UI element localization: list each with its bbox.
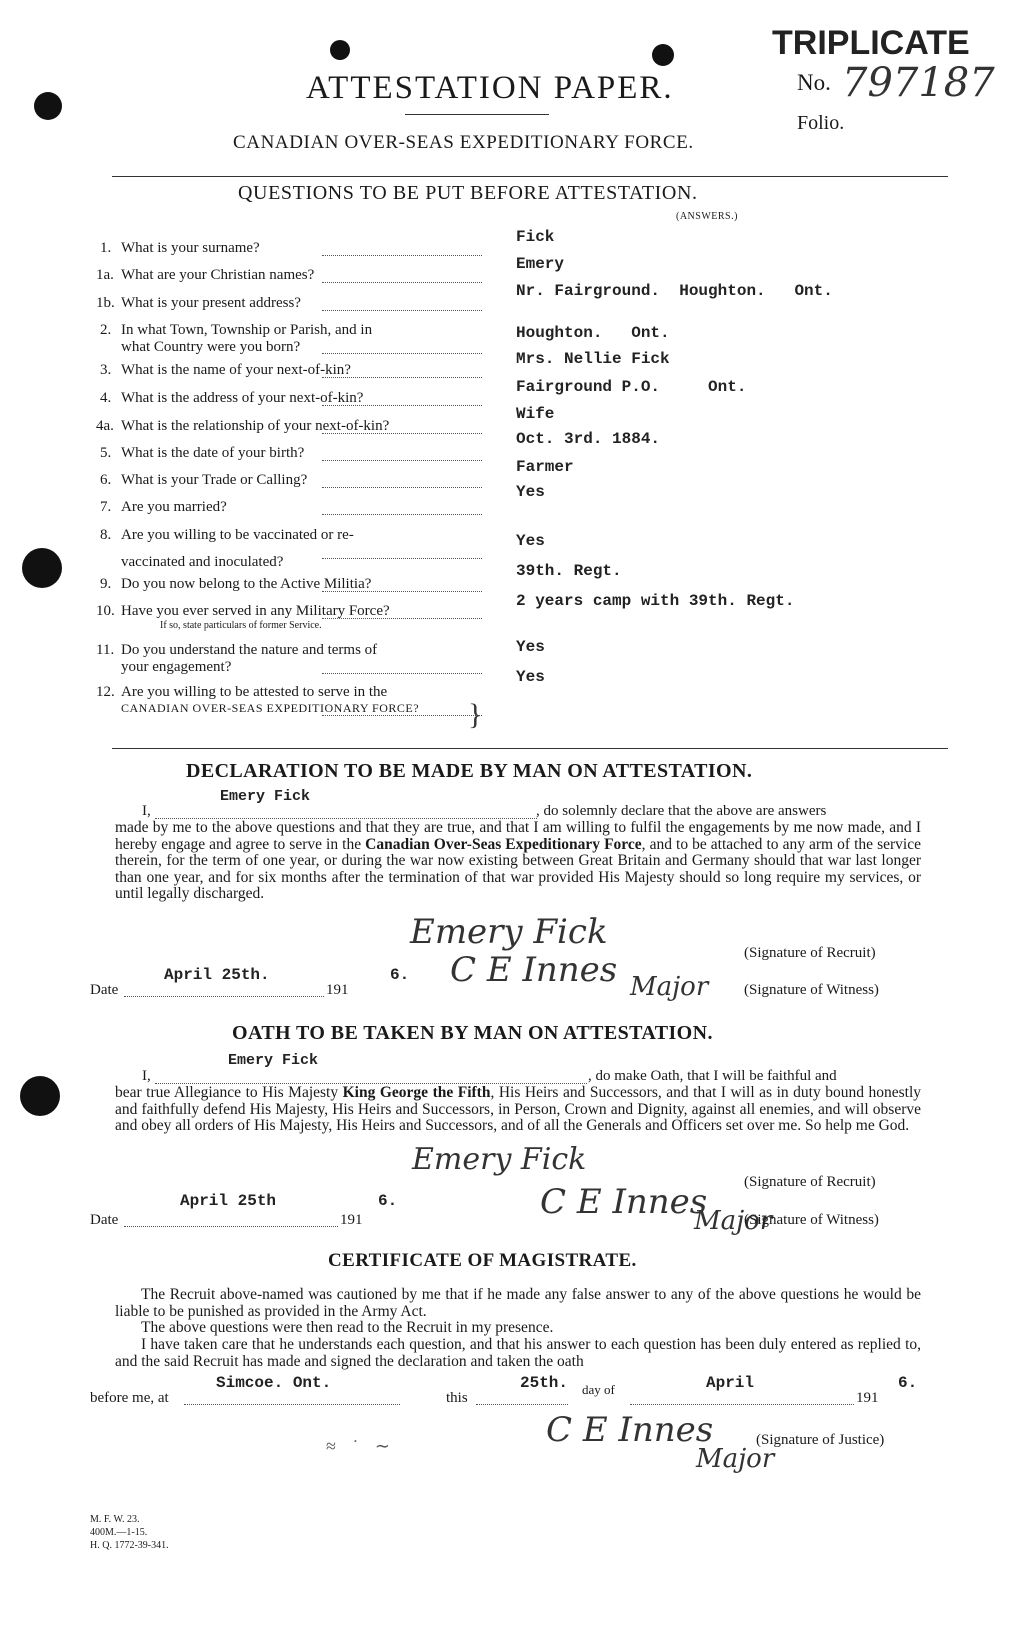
question-text-continued: vaccinated and inoculated? — [121, 554, 284, 570]
certificate-month-value: April — [706, 1374, 755, 1392]
question-answer: Fairground P.O. Ont. — [516, 378, 747, 396]
question-number: 9. — [100, 576, 112, 592]
certificate-paragraph-2 — [115, 1320, 921, 1337]
certificate-justice-rank: Major — [696, 1444, 775, 1474]
question-dotted-leader — [322, 255, 482, 256]
question-text: Are you willing to be attested to serve in the — [121, 684, 388, 700]
question-answer: Farmer — [516, 458, 574, 476]
question-answer: Yes — [516, 668, 545, 686]
oath-witness-rank: Major — [694, 1206, 773, 1236]
oath-i-label: I, — [142, 1068, 151, 1084]
oath-title: OATH TO BE TAKEN BY MAN ON ATTESTATION. — [232, 1022, 713, 1044]
question-number: 3. — [100, 362, 112, 378]
oath-year-suffix: 6. — [378, 1192, 398, 1210]
question-answer: Wife — [516, 405, 555, 423]
certificate-p1-text: The Recruit above-named was cautioned by me that if he made any false answer to any of the above questions he would be liable to be punished as provided in the Army Act. — [115, 1286, 921, 1320]
question-dotted-leader — [322, 460, 482, 461]
question-dotted-leader — [322, 673, 482, 674]
serial-number-value: 797187 — [842, 60, 995, 106]
question-answer: Houghton. Ont. — [516, 324, 670, 342]
question-number: 2. — [100, 322, 112, 338]
question-number: 1. — [100, 240, 112, 256]
certificate-day-value: 25th. — [520, 1374, 569, 1392]
question-number: 1a. — [96, 267, 114, 283]
question-dotted-leader — [322, 433, 482, 434]
question-text-continued: CANADIAN OVER-SEAS EXPEDITIONARY FORCE? — [121, 701, 420, 715]
declaration-date-value: April 25th. — [164, 966, 270, 984]
declaration-sig-recruit-label: (Signature of Recruit) — [744, 945, 876, 961]
question-dotted-leader — [322, 591, 482, 592]
question-answer: Nr. Fairground. Houghton. Ont. — [516, 282, 833, 300]
question-text: Are you married? — [121, 499, 227, 515]
question-dotted-leader — [322, 514, 482, 515]
oath-body-c: , His Heirs and Successors, and that I will as in duty bound honestly and faithfully defend His Majesty, His Heirs and Successors, in Person, Crown and Dignity, against all enemies, and will observe and obey all orders of His Majesty, His Heirs and Successors, and of all the Generals and Officers set over me. So help me God. — [115, 1084, 922, 1134]
question-dotted-leader — [322, 377, 482, 378]
declaration-body — [115, 820, 921, 903]
document-subtitle: CANADIAN OVER-SEAS EXPEDITIONARY FORCE. — [233, 132, 694, 153]
question-answer: Yes — [516, 483, 545, 501]
answers-label: (ANSWERS.) — [676, 211, 738, 222]
declaration-year-suffix: 6. — [390, 966, 410, 984]
question-number: 4a. — [96, 418, 114, 434]
punch-hole-middle-left — [22, 548, 62, 588]
question-text: Do you now belong to the Active Militia? — [121, 576, 372, 592]
certificate-paragraph-3 — [115, 1337, 921, 1370]
declaration-line1-end: , do solemnly declare that the above are answers — [536, 803, 827, 819]
question-answer: Yes — [516, 532, 545, 550]
oath-witness-signature: C E Innes — [540, 1182, 708, 1222]
question-text: What is the name of your next-of-kin? — [121, 362, 351, 378]
question-answer: Mrs. Nellie Fick — [516, 350, 670, 368]
declaration-recruit-signature: Emery Fick — [410, 912, 608, 952]
question-dotted-leader — [322, 353, 482, 354]
footer-print-run: 400M.—1-15. — [90, 1527, 148, 1538]
certificate-title: CERTIFICATE OF MAGISTRATE. — [328, 1250, 637, 1271]
question-text: What is your present address? — [121, 295, 301, 311]
question-text: What is the relationship of your next-of-kin? — [121, 418, 390, 434]
certificate-sig-justice-label: (Signature of Justice) — [756, 1432, 885, 1448]
question-answer: Emery — [516, 255, 565, 273]
declaration-i-label: I, — [142, 803, 151, 819]
question-text-continued: your engagement? — [121, 659, 232, 675]
question-text-continued: If so, state particulars of former Service. — [160, 620, 322, 631]
question-number: 12. — [96, 684, 115, 700]
serial-number-label: No. — [797, 70, 831, 95]
questions-title: QUESTIONS TO BE PUT BEFORE ATTESTATION. — [238, 182, 698, 204]
certificate-paragraph-1 — [115, 1287, 921, 1320]
triplicate-stamp: TRIPLICATE — [772, 24, 970, 62]
certificate-day-line — [476, 1404, 568, 1405]
question-answer: 39th. Regt. — [516, 562, 622, 580]
declaration-title: DECLARATION TO BE MADE BY MAN ON ATTESTATION. — [186, 760, 753, 782]
question-text: What is your surname? — [121, 240, 260, 256]
certificate-before-label: before me, at — [90, 1390, 169, 1406]
footer-hq-number: H. Q. 1772-39-341. — [90, 1540, 169, 1551]
declaration-date-line — [124, 996, 324, 997]
question-text: In what Town, Township or Parish, and in — [121, 322, 373, 338]
question-text: Are you willing to be vaccinated or re- — [121, 527, 354, 543]
declaration-body-a: made by me to the above questions and that they are true, and that I am willing to fulfil the engagements by me now made, and I hereby engage and agree to serve in the — [115, 819, 921, 853]
question-number: 11. — [96, 642, 115, 658]
oath-body-king: King George the Fifth — [342, 1084, 491, 1101]
folio-label: Folio. — [797, 112, 845, 134]
footer-form-number: M. F. W. 23. — [90, 1514, 140, 1525]
oath-sig-witness-label: (Signature of Witness) — [744, 1212, 879, 1228]
certificate-place-value: Simcoe. Ont. — [216, 1374, 332, 1392]
declaration-sig-witness-label: (Signature of Witness) — [744, 982, 879, 998]
declaration-date-label: Date — [90, 982, 119, 998]
question-number: 10. — [96, 603, 115, 619]
punch-hole-top-left — [34, 92, 62, 120]
section-rule-questions-end — [112, 748, 948, 749]
oath-recruit-signature: Emery Fick — [412, 1142, 587, 1177]
certificate-month-line — [630, 1404, 854, 1405]
oath-body-a: bear true Allegiance to His Majesty — [115, 1084, 343, 1101]
punch-hole-top-right — [652, 44, 674, 66]
question-text: What is your Trade or Calling? — [121, 472, 308, 488]
punch-hole-lower-left — [20, 1076, 60, 1116]
oath-date-value: April 25th — [180, 1192, 277, 1210]
question-dotted-leader — [322, 558, 482, 559]
question-text: What are your Christian names? — [121, 267, 315, 283]
declaration-year-prefix: 191 — [326, 982, 349, 998]
declaration-witness-rank: Major — [630, 972, 709, 1002]
question-dotted-leader — [322, 310, 482, 311]
question-dotted-leader — [322, 405, 482, 406]
certificate-day-of-label: day of — [582, 1382, 615, 1397]
oath-body — [115, 1085, 921, 1135]
oath-line1-end: , do make Oath, that I will be faithful and — [588, 1068, 837, 1084]
question-number: 7. — [100, 499, 112, 515]
question-dotted-leader — [322, 487, 482, 488]
question-text: What is the date of your birth? — [121, 445, 305, 461]
question-text-continued: what Country were you born? — [121, 339, 301, 355]
oath-recruit-name: Emery Fick — [228, 1052, 319, 1069]
question-number: 8. — [100, 527, 112, 543]
question-answer: 2 years camp with 39th. Regt. — [516, 592, 795, 610]
declaration-body-cef: Canadian Over-Seas Expeditionary Force — [365, 835, 642, 853]
declaration-witness-signature: C E Innes — [450, 950, 618, 990]
ink-smudge: ≈ ˙ ∼ — [326, 1436, 396, 1456]
certificate-this-label: this — [446, 1390, 468, 1406]
certificate-year-suffix: 6. — [898, 1374, 918, 1392]
certificate-p3-text: I have taken care that he understands each question, and that his answer to each question has been duly entered as replied to, and the said Recruit has made and signed the declaration and taken the oath — [115, 1336, 921, 1370]
section-rule-top — [112, 176, 948, 177]
question-text: Have you ever served in any Military Force? — [121, 603, 390, 619]
oath-year-prefix: 191 — [340, 1212, 363, 1228]
punch-hole-top-center — [330, 40, 350, 60]
certificate-justice-signature: C E Innes — [546, 1410, 714, 1450]
oath-date-label: Date — [90, 1212, 119, 1228]
question-text: What is the address of your next-of-kin? — [121, 390, 364, 406]
question-number: 4. — [100, 390, 112, 406]
declaration-recruit-name: Emery Fick — [220, 788, 311, 805]
question-answer: Oct. 3rd. 1884. — [516, 430, 661, 448]
oath-sig-recruit-label: (Signature of Recruit) — [744, 1174, 876, 1190]
question-answer: Fick — [516, 228, 555, 246]
certificate-place-line — [184, 1404, 400, 1405]
question-dotted-leader — [322, 282, 482, 283]
declaration-body-c: , and to be attached to any arm of the service therein, for the term of one year, or during the war now existing between Great Britain and Germany should that war last longer than one year, and for six months after the termination of that war provided His Majesty should so long require my services, or until legally discharged. — [115, 835, 921, 902]
question-number: 1b. — [96, 295, 115, 311]
question-dotted-leader — [322, 618, 482, 619]
question-dotted-leader — [322, 715, 482, 716]
question-number: 6. — [100, 472, 112, 488]
title-underline — [405, 114, 549, 115]
question-text: Do you understand the nature and terms of — [121, 642, 378, 658]
certificate-year-prefix: 191 — [856, 1390, 879, 1406]
question-number: 5. — [100, 445, 112, 461]
oath-date-line — [124, 1226, 338, 1227]
certificate-p2-text: The above questions were then read to the Recruit in my presence. — [141, 1319, 554, 1336]
question-12-brace: } — [468, 698, 483, 731]
question-answer: Yes — [516, 638, 545, 656]
document-title: ATTESTATION PAPER. — [306, 70, 674, 106]
